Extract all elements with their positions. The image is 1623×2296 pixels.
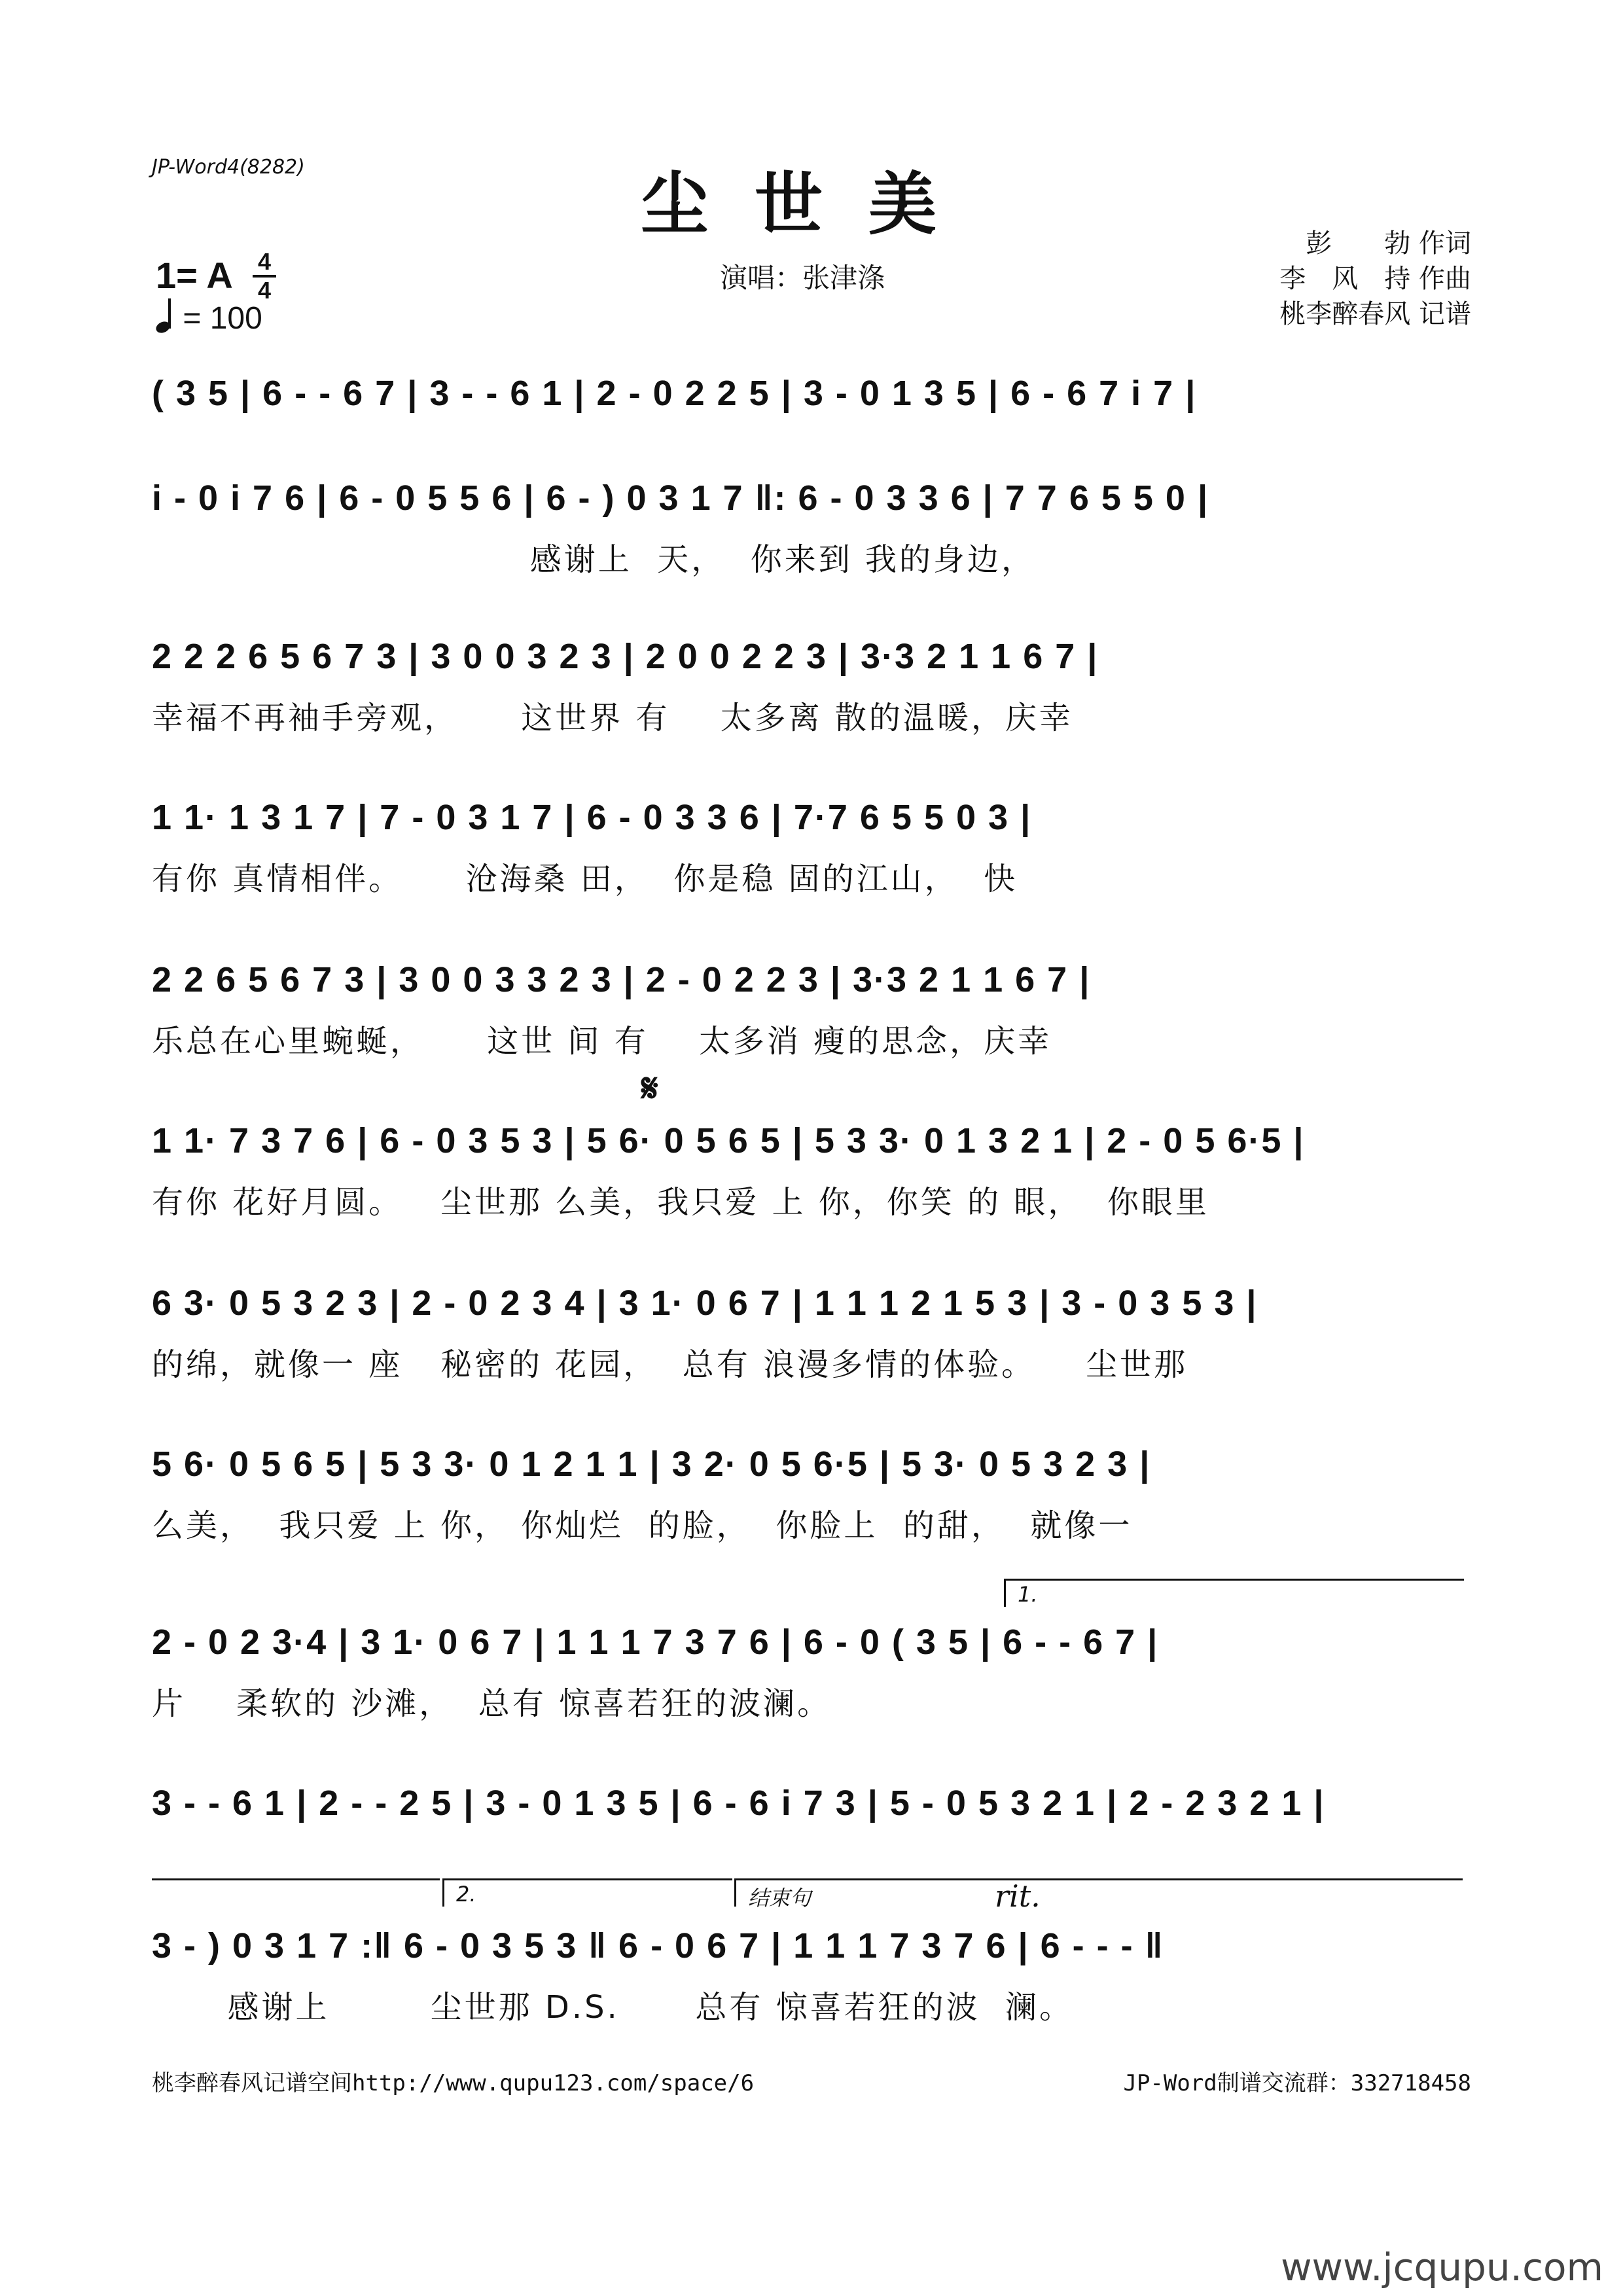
staff-row-6 [152, 1121, 1461, 1219]
time-signature [253, 250, 276, 302]
row-notes: 2 - 0 2 3·4 | 3 1· 0 6 7 | 1 1 1 7 3 7 6 | 6 - 0 ( 3 5 | 6 - - 6 7 | [152, 1623, 1159, 1662]
row-notes: 2 2 2 6 5 6 7 3 | 3 0 0 3 2 3 | 2 0 0 2 2 3 | 3·3 2 1 1 6 7 | [152, 637, 1099, 676]
staff-row-11 [152, 1926, 1461, 2024]
staff-row-2 [152, 478, 1461, 576]
row-lyrics: 感谢上 尘世那 D.S. 总有 惊喜若狂的波 澜。 [152, 1989, 1074, 2026]
coda-ending [734, 1878, 1463, 1910]
transcriber-credit: 桃李醉春风 记谱 [1279, 299, 1471, 329]
row-notes: 3 - ) 0 3 1 7 :‖ 6 - 0 3 5 3 ‖ 6 - 0 6 7 | 1 1 1 7 3 7 6 | 6 - - - ‖ [152, 1926, 1164, 1965]
ritardando-mark: rit. [995, 1878, 1041, 1914]
composer-credit: 李 风 持 作曲 [1279, 264, 1471, 294]
volta-first-ending [1004, 1579, 1464, 1607]
lyricist-credit: 彭 勃 作词 [1306, 228, 1471, 259]
volta-first-label: 1. [1018, 1582, 1038, 1607]
time-top: 4 [257, 248, 272, 275]
row-lyrics: 么美， 我只爱 上 你， 你灿烂 的脸， 你脸上 的甜， 就像一 [152, 1507, 1133, 1544]
volta-first-ending-continued [152, 1878, 440, 1907]
volta-second-ending [442, 1878, 732, 1907]
row-notes: 1 1· 7 3 7 6 | 6 - 0 3 5 3 | 5 6· 0 5 6 5 | 5 3 3· 0 1 3 2 1 | 2 - 0 5 6·5 | [152, 1121, 1305, 1160]
row-lyrics: 幸福不再袖手旁观， 这世界 有 太多离 散的温暖，庆幸 [152, 700, 1073, 736]
row-lyrics: 有你 花好月圆。 尘世那 么美，我只爱 上 你，你笑 的 眼， 你眼里 [152, 1184, 1209, 1221]
staff-row-4 [152, 797, 1461, 895]
song-title: 尘世美 [640, 164, 982, 244]
row-notes: i - 0 i 7 6 | 6 - 0 5 5 6 | 6 - ) 0 3 1 7 ‖: 6 - 0 3 3 6 | 7 7 6 5 5 0 | [152, 478, 1209, 518]
footer-left: 桃李醉春风记谱空间http://www.qupu123.com/space/6 [152, 2070, 755, 2096]
volta-second-label: 2. [456, 1882, 476, 1907]
row-notes: 5 6· 0 5 6 5 | 5 3 3· 0 1 2 1 1 | 3 2· 0 5 6·5 | 5 3· 0 5 3 2 3 | [152, 1444, 1151, 1484]
row-lyrics: 有你 真情相伴。 沧海桑 田， 你是稳 固的江山， 快 [152, 861, 1018, 897]
staff-row-5 [152, 960, 1461, 1058]
ending-label: 结束句 [748, 1886, 812, 1910]
row-lyrics: 乐总在心里蜿蜒， 这世 间 有 太多消 瘦的思念，庆幸 [152, 1023, 1052, 1060]
quarter-note-icon [156, 300, 174, 332]
staff-row-1 [152, 373, 1461, 471]
key-text: 1= A [156, 255, 233, 296]
row-notes: 6 3· 0 5 3 2 3 | 2 - 0 2 3 4 | 3 1· 0 6 7 | 1 1 1 2 1 5 3 | 3 - 0 3 5 3 | [152, 1283, 1258, 1323]
row-lyrics: 感谢上 天， 你来到 我的身边， [152, 541, 1036, 578]
staff-row-7 [152, 1283, 1461, 1381]
row-notes: 1 1· 1 3 1 7 | 7 - 0 3 1 7 | 6 - 0 3 3 6 | 7·7 6 5 5 0 3 | [152, 798, 1032, 837]
watermark: www.jcqupu.com [1281, 2245, 1603, 2289]
key-signature [156, 248, 272, 304]
segno-icon: 𝄋 [641, 1066, 658, 1111]
app-tag: JP-Word4(8282) [152, 156, 305, 179]
row-notes: 3 - - 6 1 | 2 - - 2 5 | 3 - 0 1 3 5 | 6 - 6 i 7 3 | 5 - 0 5 3 2 1 | 2 - 2 3 2 1 | [152, 1784, 1325, 1823]
tempo-value: = 100 [183, 301, 262, 336]
staff-row-10 [152, 1783, 1461, 1881]
row-notes: ( 3 5 | 6 - - 6 7 | 3 - - 6 1 | 2 - 0 2 2 5 | 3 - 0 1 3 5 | 6 - 6 7 i 7 | [152, 374, 1197, 413]
staff-row-3 [152, 636, 1461, 734]
row-lyrics: 片 柔软的 沙滩， 总有 惊喜若狂的波澜。 [152, 1685, 832, 1722]
tempo-marking [156, 300, 262, 336]
footer-right: JP-Word制谱交流群：332718458 [1123, 2070, 1471, 2096]
time-bottom: 4 [257, 277, 272, 304]
staff-row-9 [152, 1622, 1461, 1720]
row-lyrics: 的绵，就像一 座 秘密的 花园， 总有 浪漫多情的体验。 尘世那 [152, 1346, 1188, 1383]
row-notes: 2 2 6 5 6 7 3 | 3 0 0 3 3 2 3 | 2 - 0 2 2 3 | 3·3 2 1 1 6 7 | [152, 960, 1091, 999]
staff-row-8 [152, 1444, 1461, 1542]
singer-credit: 演唱：张津涤 [720, 262, 885, 294]
